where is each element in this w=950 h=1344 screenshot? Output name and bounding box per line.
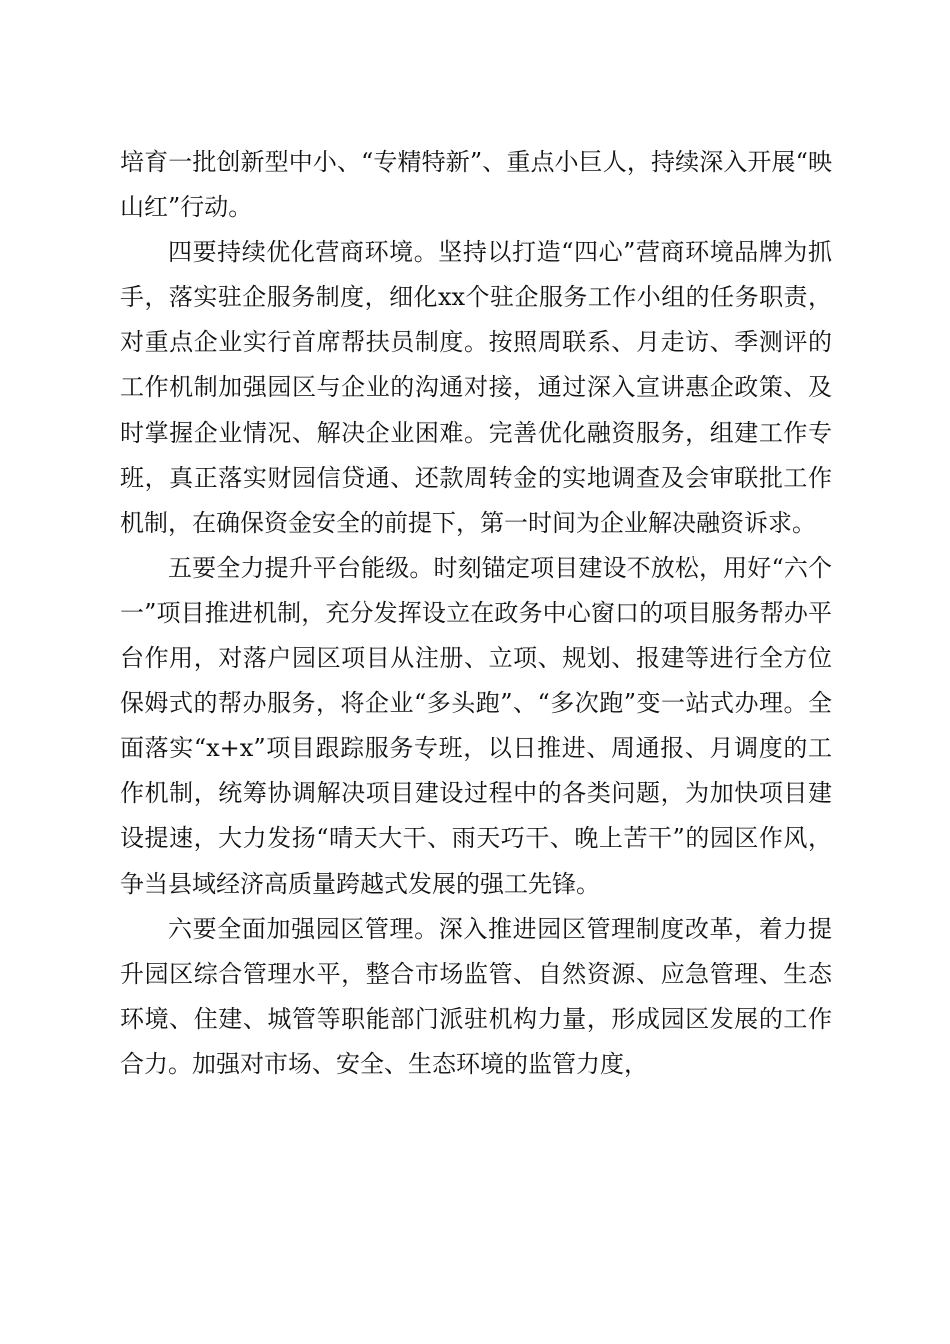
paragraph-platform-capacity: 五要全力提升平台能级。时刻锚定项目建设不放松，用好“六个一”项目推进机制，充分发挥设立在政务中心窗口的项目服务帮办平台作用，对落户园区项目从注册、立项、规划、报建等进行全方位保姆式的帮办服务，将企业“多头跑”、“多次跑”变一站式办理。全面落实“x+x”项目跟踪服务专班，以日推进、周通报、月调度的工作机制，统筹协调解决项目建设过程中的各类问题，为加快项目建设提速，大力发扬“晴天大干、雨天巧干、晚上苦干”的园区作风，争当县域经济高质量跨越式发展的强工先锋。 [120,553,832,898]
paragraph-continuation: 培育一批创新型中小、“专精特新”、重点小巨人，持续深入开展“映山红”行动。 [120,148,832,222]
paragraph-park-management: 六要全面加强园区管理。深入推进园区管理制度改革，着力提升园区综合管理水平，整合市场监管、自然资源、应急管理、生态环境、住建、城管等职能部门派驻机构力量，形成园区发展的工作合力。加强对市场、安全、生态环境的监管力度， [120,914,832,1078]
paragraph-business-environment: 四要持续优化营商环境。坚持以打造“四心”营商环境品牌为抓手，落实驻企服务制度，细化xx个驻企服务工作小组的任务职责，对重点企业实行首席帮扶员制度。按照周联系、月走访、季测评的工作机制加强园区与企业的沟通对接，通过深入宣讲惠企政策、及时掌握企业情况、解决企业困难。完善优化融资服务，组建工作专班，真正落实财园信贷通、还款周转金的实地调查及会审联批工作机制，在确保资金安全的前提下，第一时间为企业解决融资诉求。 [120,238,832,537]
document-body [120,140,832,1087]
